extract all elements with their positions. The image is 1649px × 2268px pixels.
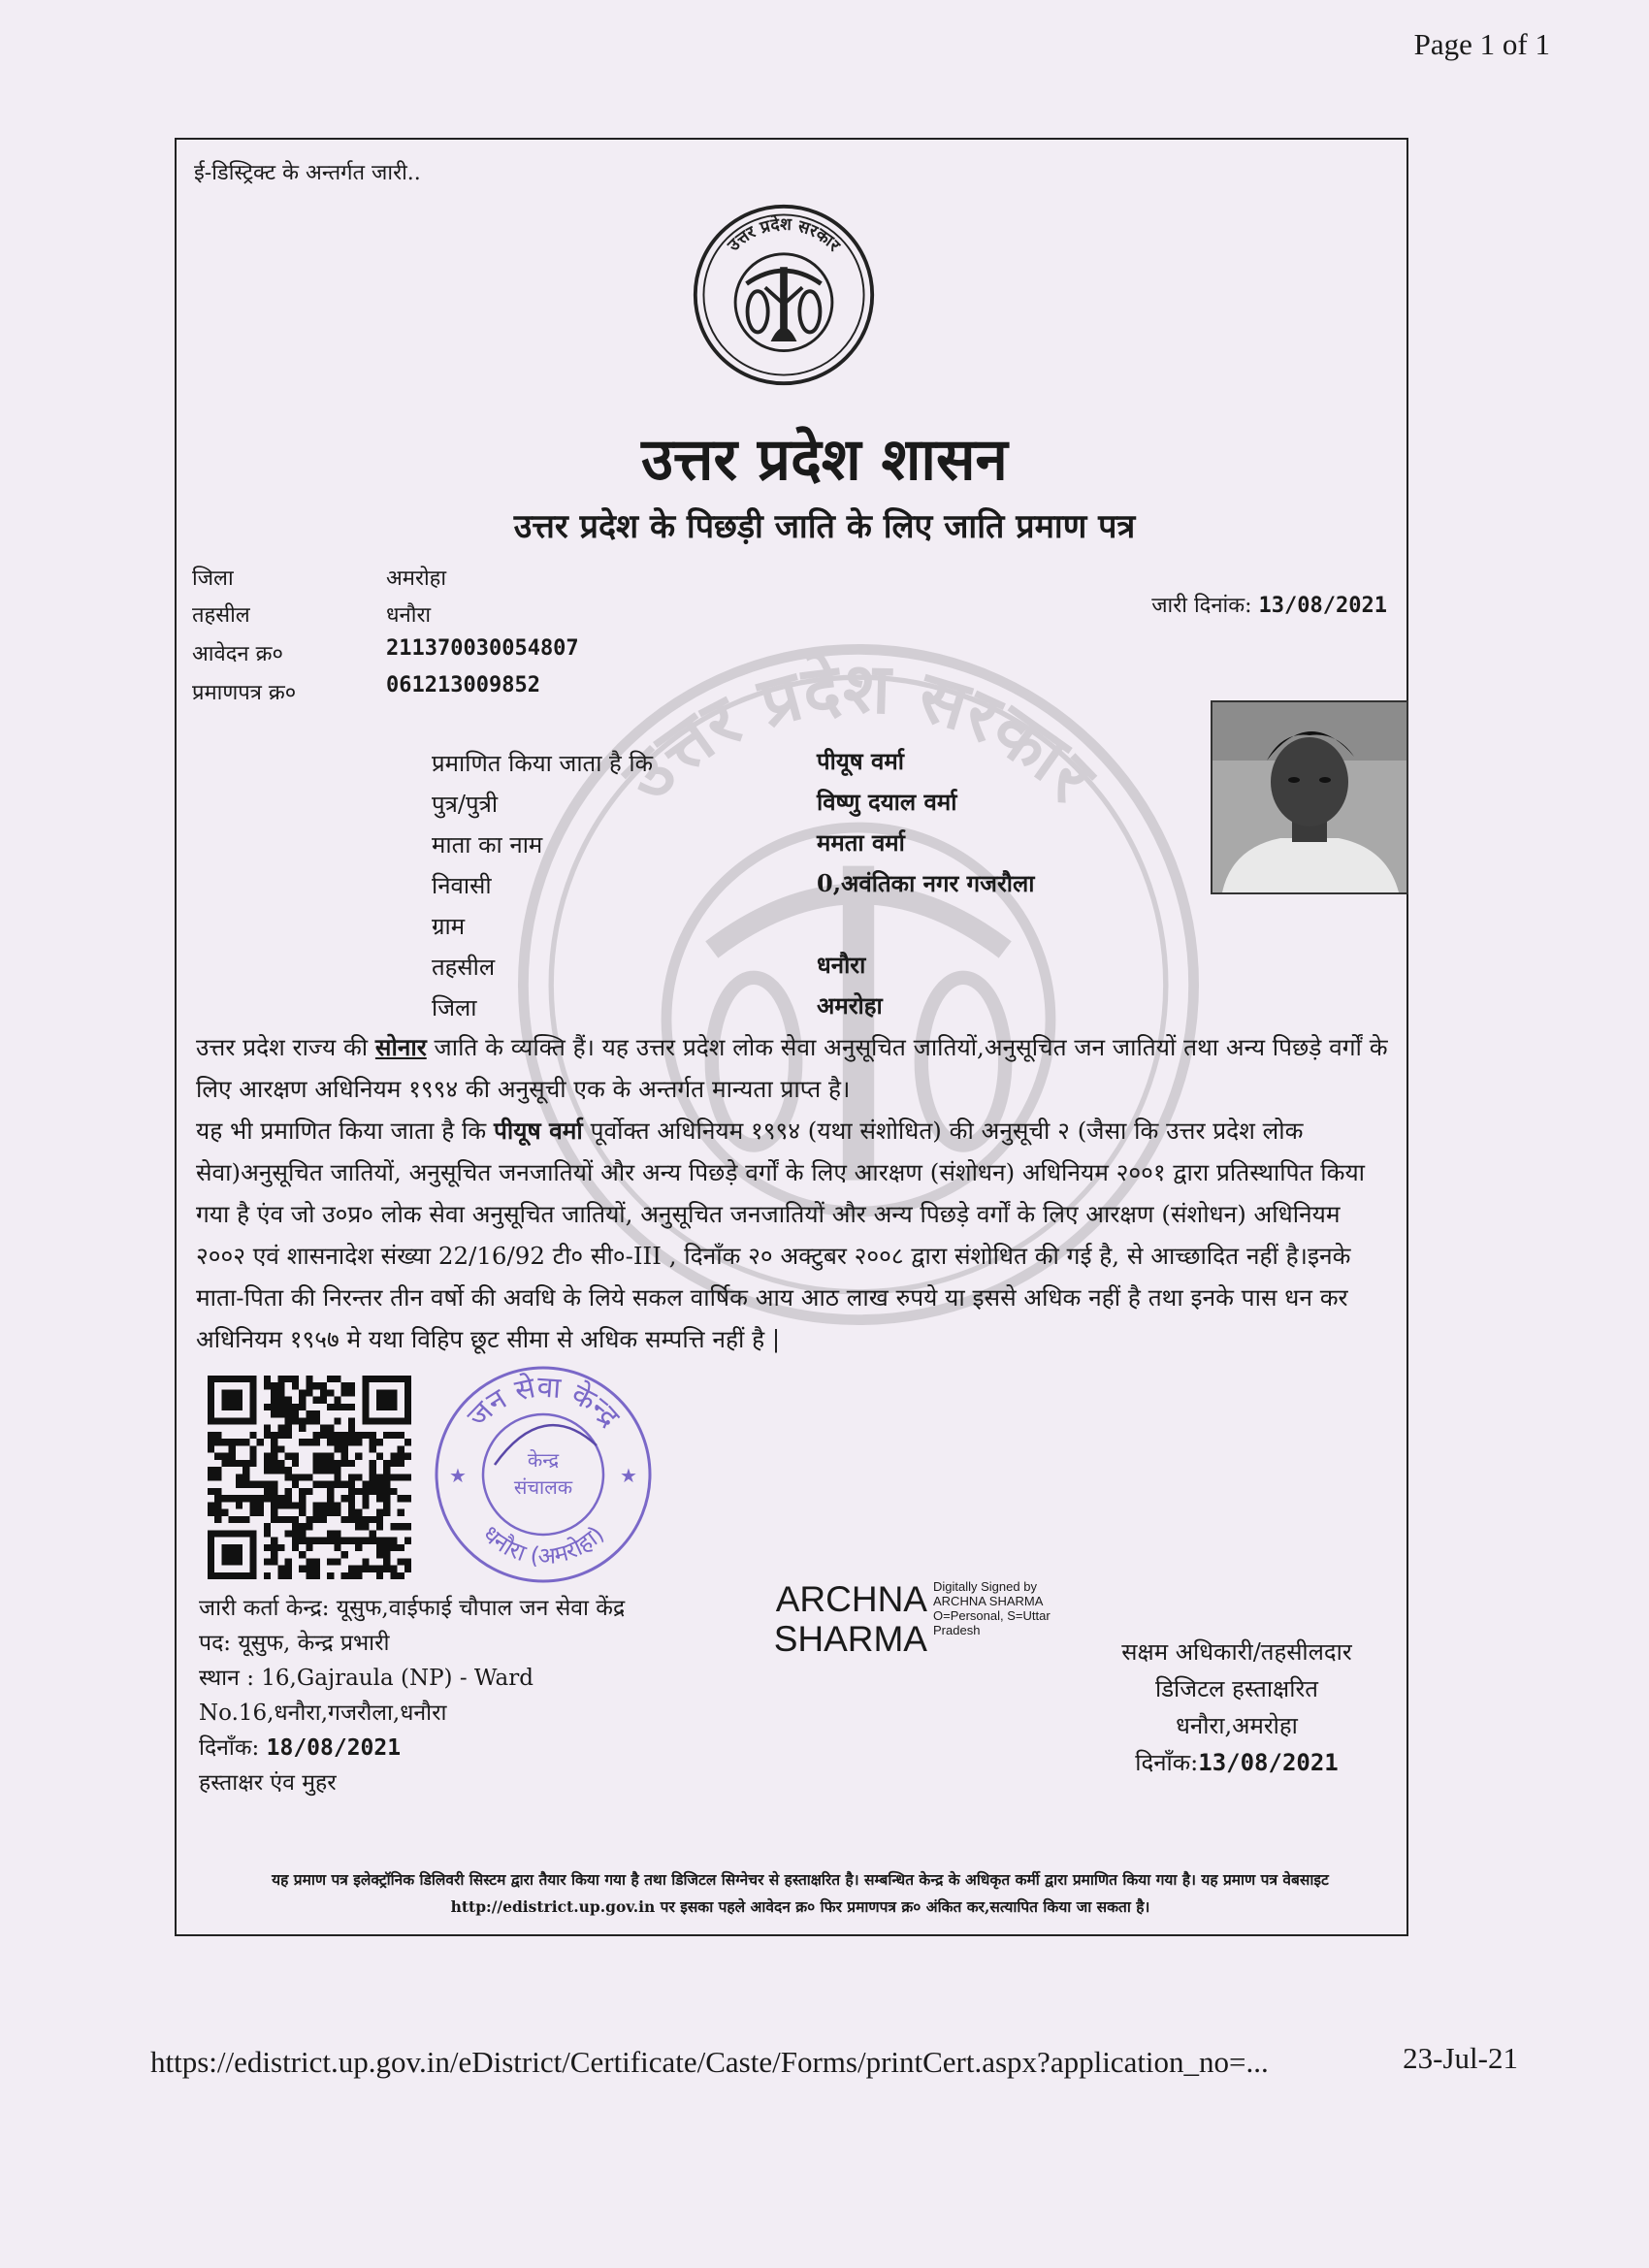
detail-label-tehsil: तहसील: [432, 954, 496, 981]
authority-date: [1072, 1744, 1402, 1781]
seal-center-line-1: केन्द्र: [527, 1448, 560, 1472]
issuance-note: ई-डिस्ट्रिक्ट के अन्तर्गत जारी..: [194, 161, 421, 185]
seal-bottom-text: धनौरा (अमरोहा): [476, 1520, 610, 1571]
tehsil-label: तहसील: [192, 603, 250, 628]
body-holder-name: पीयूष वर्मा: [494, 1117, 583, 1145]
detail-value-holder-name: पीयूष वर्मा: [817, 747, 904, 775]
seal-star-left: ★: [449, 1464, 467, 1487]
signature-meta-1: Digitally Signed by: [933, 1579, 1037, 1594]
district-label: जिला: [192, 567, 234, 591]
issuer-place-label: स्थान :: [199, 1666, 254, 1691]
signature-first-name: ARCHNA: [775, 1579, 927, 1619]
seal-top-text: जन सेवा केन्द्र: [461, 1370, 627, 1435]
detail-value-father-name: विष्णु दयाल वर्मा: [817, 788, 957, 816]
issuer-date: [199, 1731, 625, 1766]
issuer-date-value: 18/08/2021: [266, 1735, 402, 1761]
signature-meta-4: Pradesh: [933, 1623, 981, 1637]
detail-label-son-daughter: पुत्र/पुत्री: [432, 791, 499, 818]
svg-text:उत्तर प्रदेश सरकार: [724, 214, 844, 256]
issuer-center-value: यूसुफ,वाईफाई चौपाल जन सेवा केंद्र: [336, 1596, 626, 1621]
issue-date-label: जारी दिनांक:: [1151, 594, 1252, 618]
government-title: उत्तर प्रदेश शासन: [641, 426, 1008, 494]
detail-label-village: ग्राम: [432, 913, 466, 940]
up-government-emblem: [691, 202, 877, 388]
detail-value-tehsil: धनौरा: [817, 951, 866, 979]
application-number-label: आवेदन क्र०: [192, 642, 283, 666]
signature-meta-2: ARCHNA SHARMA: [933, 1594, 1044, 1608]
authority-signed: डिजिटल हस्ताक्षरित: [1155, 1675, 1318, 1702]
detail-value-mother-name: ममता वर्मा: [817, 828, 905, 857]
issuer-sign-note: हस्ताक्षर एंव मुहर: [199, 1770, 337, 1796]
issuer-post: [199, 1626, 625, 1661]
csc-seal-stamp: [427, 1358, 660, 1591]
detail-label-mother: माता का नाम: [432, 831, 543, 859]
verification-qr-code: [208, 1376, 411, 1579]
issuer-place-value-1: 16,Gajraula (NP) - Ward: [261, 1666, 534, 1691]
footer-verification-note: यह प्रमाण पत्र इलेक्ट्रॉनिक डिलिवरी सिस्टम द्वारा तैयार किया गया है तथा डिजिटल सिग्नेचर से हस्ताक्षरित है। सम्बन्धित केन्द्र के अधिकृत कर्मी द्वारा प्रमाणित किया गया है। यह प्रमाण पत्र वेबसाइट http://edistrict.up.gov.in पर इसका पहले आवेदन क्र० फिर प्रमाणपत्र क्र० अंकित कर,सत्यापित किया जा सकता है।: [272, 1870, 1329, 1916]
body-p1-rest: जाति के व्यक्ति हैं। यह उत्तर प्रदेश लोक सेवा अनुसूचित जातियों,अनुसूचित जन जातियों तथा अन्य पिछड़े वर्गों के लिए आरक्षण अधिनियम १९९४ की अनुसूची एक के अन्तर्गत मान्यता प्राप्त है।: [196, 1033, 1388, 1103]
issuer-center: [199, 1591, 625, 1626]
print-date: 23-Jul-21: [1403, 2041, 1518, 2075]
detail-label-certified: प्रमाणित किया जाता है कि: [432, 750, 654, 777]
detail-value-district: अमरोहा: [817, 991, 883, 1020]
digital-signature-details: [933, 1579, 1098, 1637]
issuer-place: [199, 1661, 625, 1696]
certificate-number-label: प्रमाणपत्र क्र०: [192, 681, 297, 705]
issuer-post-label: पद:: [199, 1631, 232, 1656]
seal-center-line-2: संचालक: [513, 1475, 573, 1499]
watermark-text: उत्तर प्रदेश सरकार: [606, 646, 1111, 817]
applicant-photo: [1211, 700, 1408, 894]
body-p2-start: यह भी प्रमाणित किया जाता है कि: [196, 1117, 494, 1145]
certificate-subtitle: उत्तर प्रदेश के पिछड़ी जाति के लिए जाति प्रमाण पत्र: [513, 507, 1136, 546]
authority-title: सक्षम अधिकारी/तहसीलदार: [1121, 1638, 1352, 1666]
body-paragraph-2: [196, 1110, 1395, 1360]
signature-last-name: SHARMA: [773, 1619, 927, 1659]
authority-place: धनौरा,अमरोहा: [1176, 1712, 1298, 1739]
seal-star-right: ★: [620, 1464, 637, 1487]
authority-date-label: दिनाँक:: [1135, 1749, 1199, 1776]
caste-name: सोनार: [374, 1033, 427, 1061]
competent-authority-block: [1072, 1634, 1402, 1781]
authority-date-value: 13/08/2021: [1198, 1749, 1339, 1776]
tehsil-value: धनौरा: [386, 603, 432, 628]
svg-text:धनौरा (अमरोहा): [477, 1520, 609, 1570]
detail-label-resident: निवासी: [432, 872, 492, 899]
certificate-body: [196, 1026, 1395, 1360]
issue-date-value: 13/08/2021: [1258, 594, 1387, 618]
page-number: Page 1 of 1: [1413, 27, 1550, 61]
application-number: 211370030054807: [386, 636, 579, 661]
body-paragraph-1: [196, 1026, 1395, 1110]
issuer-place-cont: No.16,धनौरा,गजरौला,धनौरा: [199, 1701, 447, 1726]
detail-value-address: 0,अवंतिका नगर गजरौला: [817, 869, 1035, 897]
certificate-number: 061213009852: [386, 673, 540, 697]
issue-date: [1151, 590, 1387, 619]
print-url: https://edistrict.up.gov.in/eDistrict/Certificate/Caste/Forms/printCert.aspx?application_no=...: [150, 2045, 1269, 2079]
signature-meta-3: O=Personal, S=Uttar: [933, 1608, 1051, 1623]
district-value: अमरोहा: [386, 567, 447, 591]
detail-label-district: जिला: [432, 994, 477, 1021]
issuer-block: [199, 1591, 625, 1800]
issuer-date-label: दिनाँक:: [199, 1735, 260, 1761]
body-p1-start: उत्तर प्रदेश राज्य की: [196, 1033, 375, 1061]
issuer-center-label: जारी कर्ता केन्द्र:: [199, 1596, 330, 1621]
digital-signature-name: [747, 1579, 927, 1659]
issuer-post-value: यूसुफ, केन्द्र प्रभारी: [238, 1631, 390, 1656]
body-p2-rest: पूर्वोक्त अधिनियम १९९४ (यथा संशोधित) की अनुसूची २ (जैसा कि उत्तर प्रदेश लोक सेवा)अनुसूचित जातियों, अनुसूचित जनजातियों और अन्य पिछड़े वर्गों के लिए आरक्षण (संशोधन) अधिनियम २००१ द्वारा प्रतिस्थापित किया गया है एंव जो उ०प्र० लोक सेवा अनुसूचित जातियों, अनुसूचित जनजातियों और अन्य पिछड़े वर्गों के लिए आरक्षण (संशोधन) अधिनियम २००२ एवं शासनादेश संख्या 22/16/92 टी० सी०-III , दिनाँक २० अक्टुबर २००८ द्वारा संशोधित की गई है, से आच्छादित नहीं है।इनके माता-पिता की निरन्तर तीन वर्षो की अवधि के लिये सकल वार्षिक आय आठ लाख रुपये या इससे अधिक नहीं है तथा इनके पास धन कर अधिनियम १९५७ मे यथा विहिप छूट सीमा से अधिक सम्पत्ति नहीं है |: [196, 1117, 1366, 1353]
emblem-text: उत्तर प्रदेश सरकार: [724, 214, 844, 256]
